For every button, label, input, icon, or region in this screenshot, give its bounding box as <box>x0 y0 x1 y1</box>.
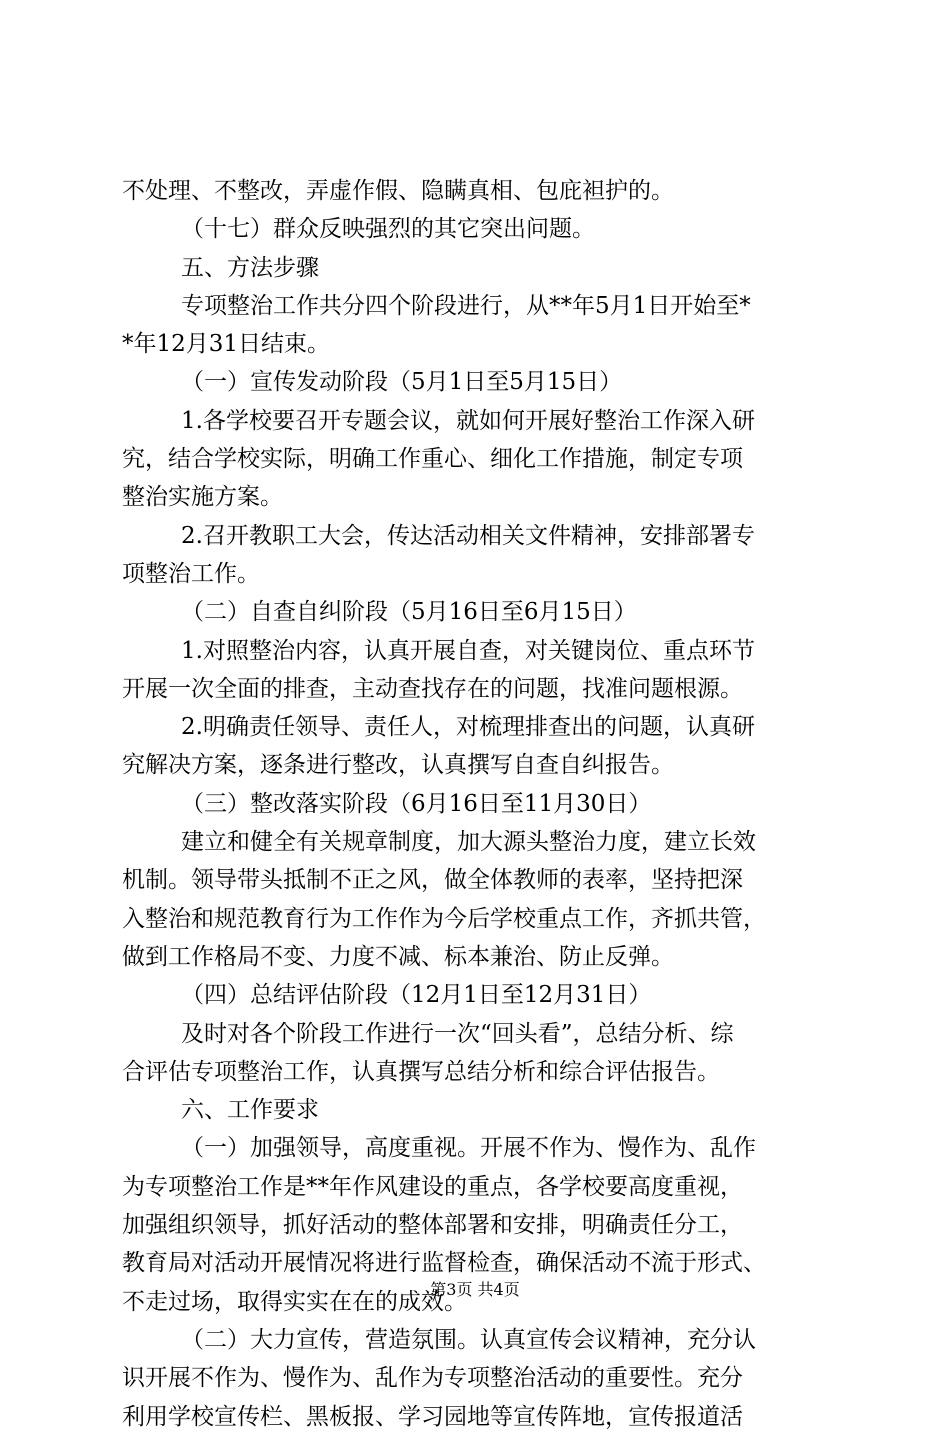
text-line: 究，结合学校实际，明确工作重心、细化工作措施，制定专项 <box>122 446 743 473</box>
text-line: （二）大力宣传，营造氛围。认真宣传会议精神，充分认 <box>181 1326 756 1353</box>
text-line: 加强组织领导，抓好活动的整体部署和安排，明确责任分工， <box>122 1212 743 1239</box>
text-line: 机制。领导带头抵制不正之风，做全体教师的表率，坚持把深 <box>122 867 743 894</box>
text-line: 开展一次全面的排查，主动查找存在的问题，找准问题根源。 <box>122 675 743 702</box>
text-line: 整治实施方案。 <box>122 484 283 511</box>
text-line: 为专项整治工作是**年作风建设的重点，各学校要高度重视， <box>122 1173 743 1200</box>
stage-heading: （四）总结评估阶段（12月1日至12月31日） <box>181 982 652 1009</box>
text-line: 及时对各个阶段工作进行一次“回头看”，总结分析、综 <box>181 1020 734 1047</box>
stage-heading: （二）自查自纠阶段（5月16日至6月15日） <box>181 599 637 626</box>
text-line: 项整治工作。 <box>122 560 260 587</box>
text-line: 1.对照整治内容，认真开展自查，对关键岗位、重点环节 <box>181 637 755 664</box>
text-line: 不处理、不整改，弄虚作假、隐瞒真相、包庇袒护的。 <box>122 178 674 204</box>
text-line: 建立和健全有关规章制度，加大源头整治力度，建立长效 <box>181 829 756 856</box>
text-line: 究解决方案，逐条进行整改，认真撰写自查自纠报告。 <box>122 752 674 779</box>
text-line: （十七）群众反映强烈的其它突出问题。 <box>181 216 595 243</box>
text-line: 利用学校宣传栏、黑板报、学习园地等宣传阵地，宣传报道活 <box>122 1403 743 1430</box>
text-line: 识开展不作为、慢作为、乱作为专项整治活动的重要性。充分 <box>122 1365 743 1392</box>
text-line: 入整治和规范教育行为工作作为今后学校重点工作，齐抓共管， <box>122 905 766 932</box>
page-footer: 第3页 共4页 <box>430 1280 520 1299</box>
text-line: 合评估专项整治工作，认真撰写总结分析和综合评估报告。 <box>122 1058 720 1085</box>
section-heading: 五、方法步骤 <box>181 254 319 281</box>
section-heading: 六、工作要求 <box>181 1097 319 1124</box>
stage-heading: （一）宣传发动阶段（5月1日至5月15日） <box>181 369 623 396</box>
document-body <box>122 172 834 1436</box>
text-line: 2.召开教职工大会，传达活动相关文件精神，安排部署专 <box>181 522 755 549</box>
text-line: （一）加强领导，高度重视。开展不作为、慢作为、乱作 <box>181 1135 756 1162</box>
stage-heading: （三）整改落实阶段（6月16日至11月30日） <box>181 790 652 817</box>
text-line: *年12月31日结束。 <box>122 331 331 358</box>
text-line: 1.各学校要召开专题会议，就如何开展好整治工作深入研 <box>181 407 755 434</box>
text-line: 教育局对活动开展情况将进行监督检查，确保活动不流于形式、 <box>122 1250 766 1277</box>
text-line: 不走过场，取得实实在在的成效。 <box>122 1288 467 1315</box>
text-line: 做到工作格局不变、力度不减、标本兼治、防止反弹。 <box>122 943 674 970</box>
text-line: 专项整治工作共分四个阶段进行，从**年5月1日开始至* <box>181 292 751 319</box>
text-line: 2.明确责任领导、责任人，对梳理排查出的问题，认真研 <box>181 714 755 741</box>
